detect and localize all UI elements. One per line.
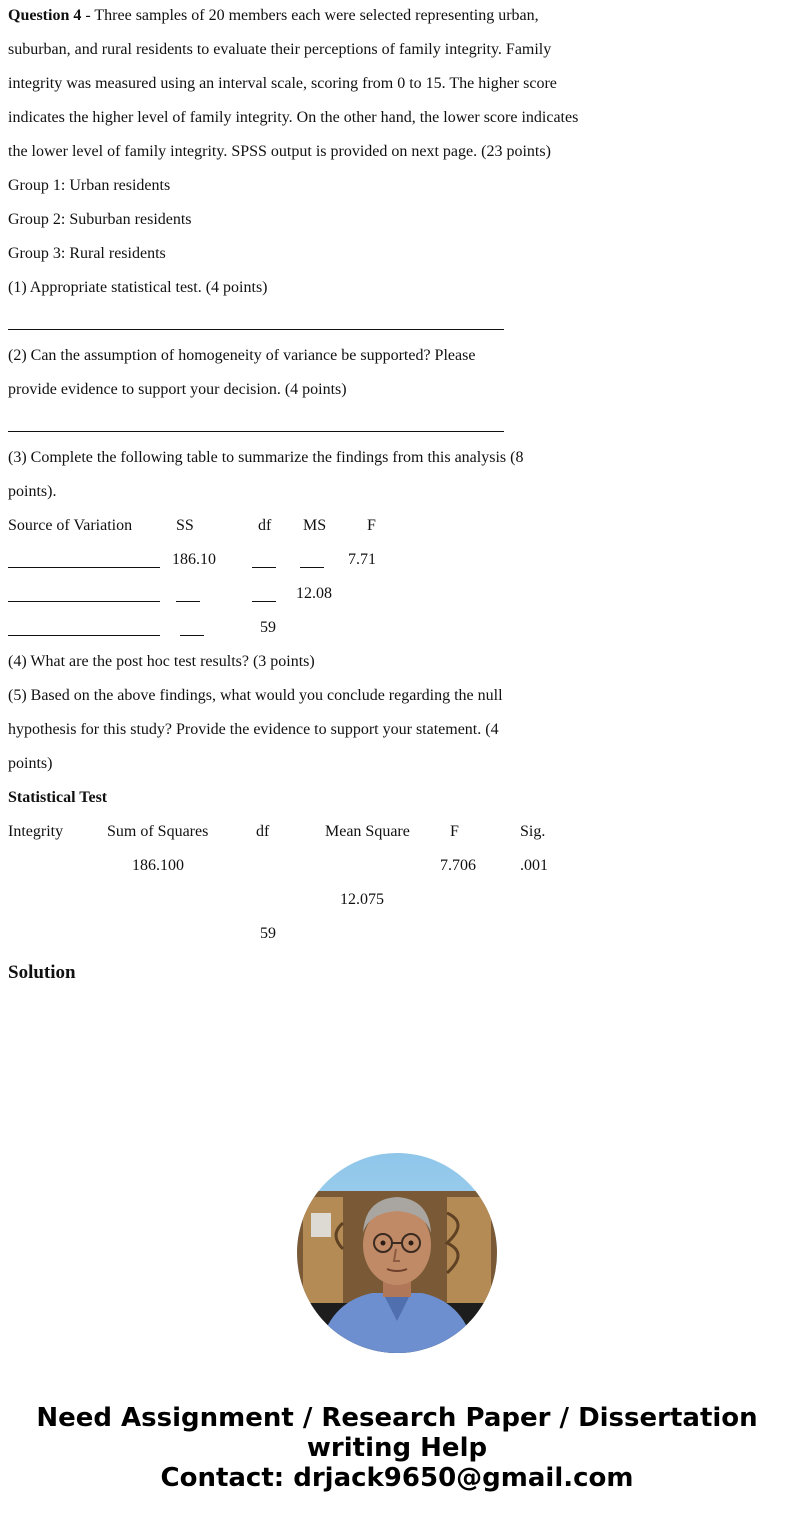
summary-row1-f: 7.71 <box>348 551 376 568</box>
spss-header-f: F <box>450 823 459 840</box>
spss-header-ss: Sum of Squares <box>107 823 209 840</box>
spss-header-integrity: Integrity <box>8 823 64 840</box>
spss-title: Statistical Test <box>8 789 108 806</box>
summary-row2-ms: 12.08 <box>296 585 332 602</box>
group-3: Group 3: Rural residents <box>8 245 166 262</box>
summary-row1-df-blank <box>252 567 276 568</box>
spss-row3-df: 59 <box>260 925 276 942</box>
part-5-prompt-line-2: hypothesis for this study? Provide the evidence to support your statement. (4 <box>8 721 499 738</box>
answer-line-2 <box>8 431 504 432</box>
spss-row2-ms: 12.075 <box>340 891 384 908</box>
spss-row1-ss: 186.100 <box>132 857 184 874</box>
part-2-prompt-line-2: provide evidence to support your decision. (4 points) <box>8 381 347 398</box>
solution-heading: Solution <box>8 962 76 983</box>
question-intro-line-2: suburban, and rural residents to evaluate their perceptions of family integrity. Family <box>8 41 552 58</box>
part-3-prompt-line-1: (3) Complete the following table to summarize the findings from this analysis (8 <box>8 449 524 466</box>
part-4-prompt: (4) What are the post hoc test results? (3 points) <box>8 653 315 670</box>
spss-row1-sig: .001 <box>520 857 548 874</box>
part-3-prompt-line-2: points). <box>8 483 57 500</box>
author-avatar <box>297 1153 497 1353</box>
question-intro-line-4: indicates the higher level of family integrity. On the other hand, the lower score indicates <box>8 109 579 126</box>
summary-row3-ss-blank <box>180 635 204 636</box>
question-text: - Three samples of 20 members each were selected representing urban, <box>81 7 539 24</box>
part-2-prompt-line-1: (2) Can the assumption of homogeneity of variance be supported? Please <box>8 347 476 364</box>
question-heading: Question 4 <box>8 7 82 24</box>
question-intro-line-5: the lower level of family integrity. SPSS output is provided on next page. (23 points) <box>8 143 551 160</box>
summary-row2-ss-blank <box>176 601 200 602</box>
spss-header-sig: Sig. <box>520 823 546 840</box>
footer-contact: Contact: drjack9650@gmail.com <box>160 1463 634 1493</box>
summary-row1-ms-blank <box>300 567 324 568</box>
spss-row1-f: 7.706 <box>440 857 476 874</box>
group-2: Group 2: Suburban residents <box>8 211 192 228</box>
part-1-prompt: (1) Appropriate statistical test. (4 points) <box>8 279 268 296</box>
summary-header-df: df <box>258 517 272 534</box>
summary-row2-source-blank <box>8 601 160 602</box>
answer-line-1 <box>8 329 504 330</box>
summary-header-ss: SS <box>176 517 194 534</box>
summary-row3-df: 59 <box>260 619 276 636</box>
summary-header-source: Source of Variation <box>8 517 133 534</box>
summary-row3-source-blank <box>8 635 160 636</box>
spss-header-df: df <box>256 823 270 840</box>
question-intro-line-3: integrity was measured using an interval scale, scoring from 0 to 15. The higher score <box>8 75 557 92</box>
footer-line-2: writing Help <box>306 1433 488 1463</box>
spss-header-ms: Mean Square <box>325 823 410 840</box>
summary-header-ms: MS <box>303 517 327 534</box>
group-1: Group 1: Urban residents <box>8 177 171 194</box>
question-intro-line-1 <box>8 6 539 26</box>
summary-row1-ss: 186.10 <box>172 551 216 568</box>
summary-header-f: F <box>367 517 376 534</box>
part-5-prompt-line-3: points) <box>8 755 53 772</box>
footer-line-1: Need Assignment / Research Paper / Dissertation <box>36 1403 758 1433</box>
part-5-prompt-line-1: (5) Based on the above findings, what would you conclude regarding the null <box>8 687 503 704</box>
summary-row1-source-blank <box>8 567 160 568</box>
contact-footer <box>0 1403 794 1493</box>
author-portrait-image <box>297 1153 497 1353</box>
summary-row2-df-blank <box>252 601 276 602</box>
